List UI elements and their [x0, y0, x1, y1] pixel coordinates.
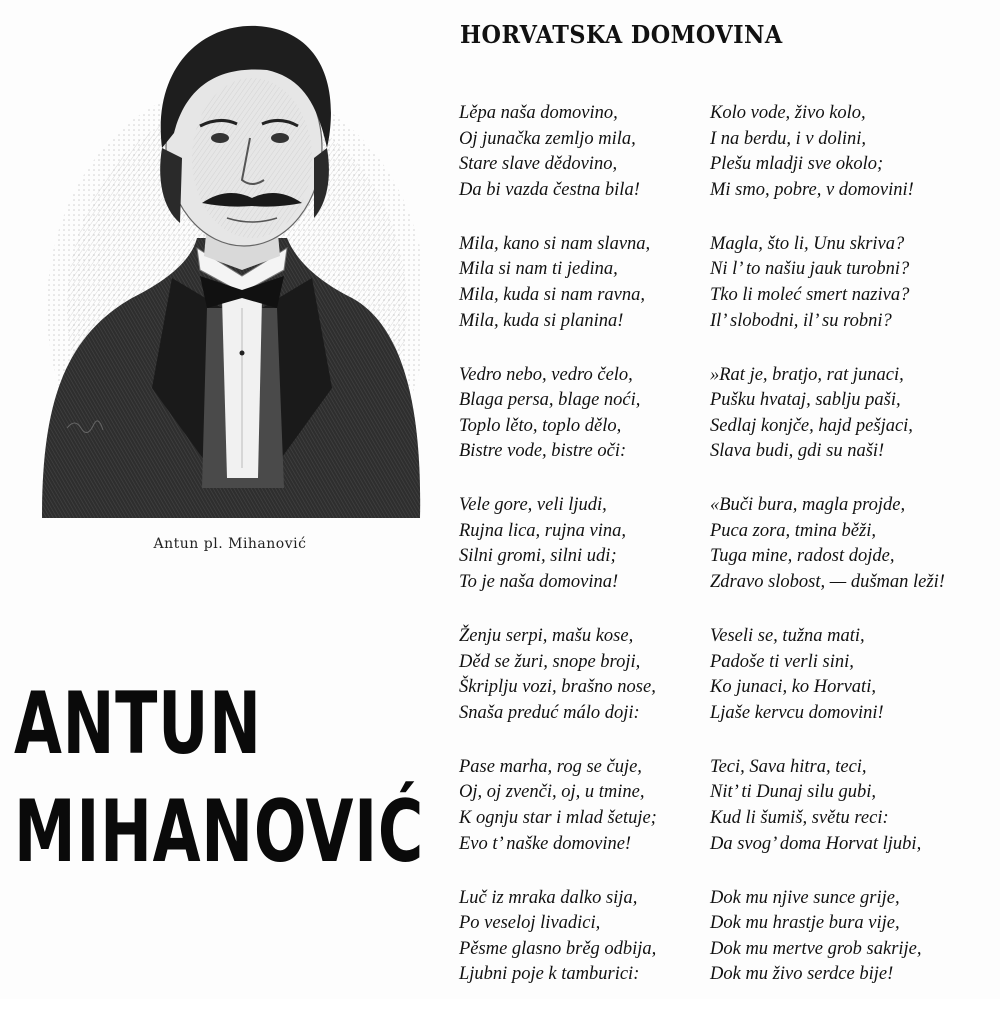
- stanza: [710, 232, 1000, 334]
- verse-line: Kolo vode, živo kolo,: [710, 103, 866, 123]
- verse-line: Mila, kuda si nam ravna,: [459, 284, 646, 305]
- stanza: [459, 886, 704, 988]
- verse-line: »Rat je, bratjo, rat junaci,: [710, 364, 904, 385]
- verse-line: Slava budi, gdi su naši!: [710, 441, 885, 462]
- verse-line: Silni gromi, silni udi;: [459, 546, 617, 567]
- verse-line: Padoše ti verli sini,: [710, 651, 854, 672]
- author-first-name: ANTUN: [14, 674, 262, 774]
- verse-line: To je naša domovina!: [459, 572, 619, 593]
- stanza: [459, 755, 704, 857]
- verse-line: Magla, što li, Unu skriva?: [710, 233, 905, 254]
- verse-line: Ljaše kervcu domovini!: [710, 702, 884, 723]
- verse-line: Toplo lěto, toplo dělo,: [459, 415, 622, 436]
- verse-line: Snaša preduć málo doji:: [459, 702, 640, 723]
- verse-line: Tko li moleć smert naziva?: [710, 284, 910, 305]
- verse-line: Po veseloj livadici,: [459, 913, 601, 934]
- verse-line: Pušku hvataj, sablju paši,: [710, 390, 901, 411]
- stanza: [459, 101, 704, 203]
- stanza: [459, 493, 704, 595]
- verse-line: Evo t’ naške domovine!: [459, 833, 632, 854]
- verse-line: Vedro nebo, vedro čelo,: [459, 364, 633, 385]
- poem-column-left: [459, 101, 704, 1016]
- verse-line: Nit’ ti Dunaj silu gubi,: [710, 782, 877, 803]
- verse-line: Teci, Sava hitra, teci,: [710, 756, 867, 777]
- verse-line: Vele gore, veli ljudi,: [459, 495, 607, 516]
- verse-line: Dok mu hrastje bura vije,: [710, 913, 900, 934]
- verse-line: Dok mu mertve grob sakrije,: [710, 938, 922, 959]
- verse-line: Da bi vazda čestna bila!: [459, 179, 640, 200]
- verse-line: Blaga persa, blage noći,: [459, 390, 641, 411]
- verse-line: Stare slave dědovino,: [459, 154, 618, 175]
- stanza: [710, 886, 1000, 988]
- verse-line: Dok mu njive sunce grije,: [710, 887, 900, 908]
- verse-line: Ni l’ to našiu jauk turobni?: [710, 259, 910, 280]
- poem-column-right: [710, 101, 1000, 1016]
- stanza: [710, 363, 1000, 465]
- verse-line: Dok mu živo serdce bije!: [710, 964, 894, 985]
- verse-line: Ženju serpi, mašu kose,: [459, 626, 634, 647]
- author-name: [14, 670, 424, 886]
- stanza: [459, 363, 704, 465]
- verse-line: Oj, oj zvenči, oj, u tmine,: [459, 782, 645, 803]
- verse-line: Rujna lica, rujna vina,: [459, 520, 626, 541]
- verse-line: Tuga mine, radost dojde,: [710, 546, 895, 567]
- verse-line: Zdravo slobost, — dušman leži!: [710, 572, 945, 593]
- author-last-name: MIHANOVIĆ: [14, 782, 425, 882]
- stanza: [459, 624, 704, 726]
- portrait-caption: Antun pl. Mihanović: [153, 536, 307, 552]
- stanza: [710, 755, 1000, 857]
- verse-line: Bistre vode, bistre oči:: [459, 441, 627, 462]
- verse-line: «Buči bura, magla projde,: [710, 495, 906, 516]
- verse-line: Luč iz mraka dalko sija,: [459, 887, 638, 908]
- verse-line: Puca zora, tmina běži,: [710, 520, 876, 541]
- verse-line: Děd se žuri, snope broji,: [459, 651, 641, 672]
- stanza: [710, 101, 1000, 203]
- stanza: [710, 624, 1000, 726]
- verse-line: Mila, kano si nam slavna,: [459, 233, 651, 254]
- stanza: [710, 493, 1000, 595]
- poem-title: HORVATSKA DOMOVINA: [460, 20, 783, 49]
- verse-line: Kud li šumiš, světu reci:: [710, 808, 889, 829]
- verse-line: Škriplju vozi, brašno nose,: [459, 677, 656, 698]
- verse-line: K ognju star i mlad šetuje;: [459, 808, 657, 829]
- verse-line: Pase marha, rog se čuje,: [459, 756, 642, 777]
- portrait-engraving: [22, 8, 422, 518]
- verse-line: Da svog’ doma Horvat ljubi,: [710, 833, 922, 854]
- verse-line: Ko junaci, ko Horvati,: [710, 677, 876, 698]
- verse-line: Mila, kuda si planina!: [459, 310, 624, 331]
- verse-line: Il’ slobodni, il’ su robni?: [710, 310, 892, 331]
- verse-line: Lěpa naša domovino,: [459, 103, 618, 123]
- verse-line: Oj junačka zemljo mila,: [459, 128, 636, 149]
- verse-line: Plešu mladji sve okolo;: [710, 154, 884, 175]
- verse-line: Mila si nam ti jedina,: [459, 259, 618, 280]
- verse-line: Pěsme glasno brěg odbija,: [459, 938, 657, 959]
- stanza: [459, 232, 704, 334]
- verse-line: I na berdu, i v dolini,: [710, 128, 867, 149]
- verse-line: Ljubni poje k tamburici:: [459, 964, 640, 985]
- verse-line: Sedlaj konjče, hajd pešjaci,: [710, 415, 913, 436]
- verse-line: Mi smo, pobre, v domovini!: [710, 179, 914, 200]
- verse-line: Veseli se, tužna mati,: [710, 626, 865, 647]
